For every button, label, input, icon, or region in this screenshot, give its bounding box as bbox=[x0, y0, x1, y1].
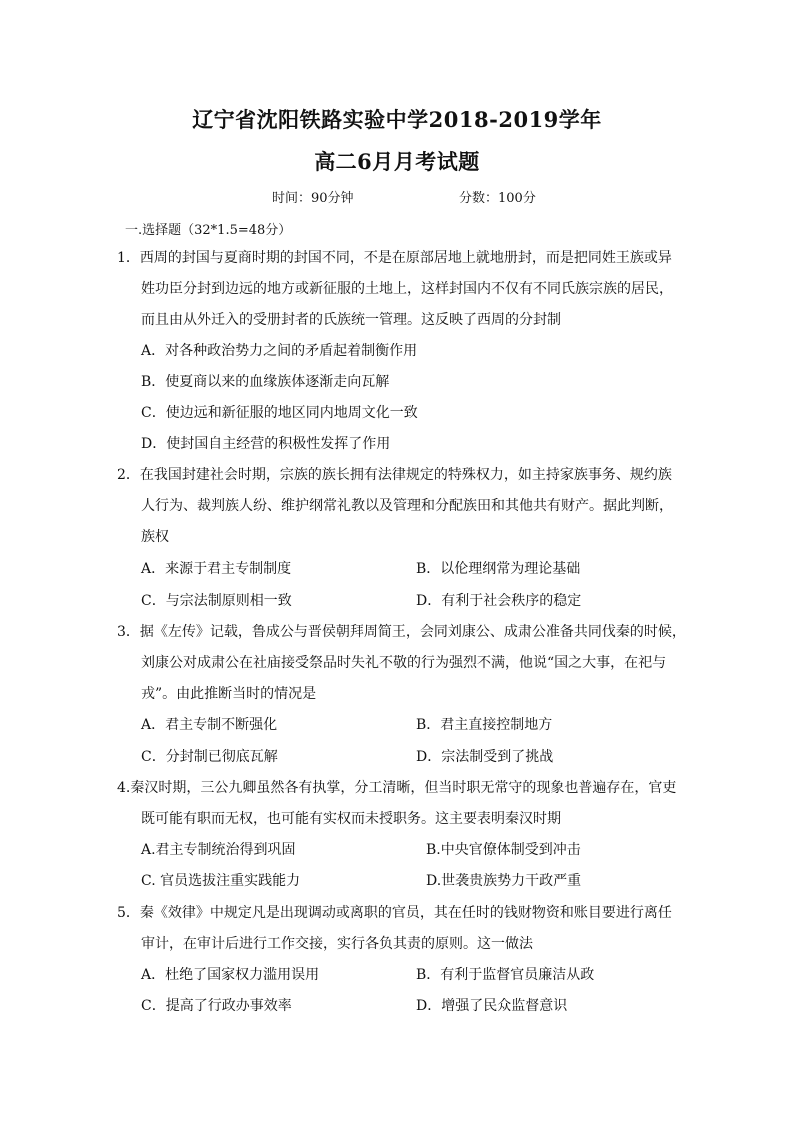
question-1-stem-line-3: 而且由从外迁入的受册封者的氏族统一管理。这反映了西周的分封制 bbox=[141, 312, 561, 328]
question-2-option-a: A．来源于君主专制制度 bbox=[141, 561, 292, 577]
question-5-option-a: A．杜绝了国家权力滥用误用 bbox=[141, 967, 320, 983]
question-3-stem-line-2: 刘康公对成肃公在社庙接受祭品时失礼不敬的行为强烈不满，他说“国之大事，在祀与 bbox=[141, 655, 667, 671]
question-1-option-a: A．对各种政治势力之间的矛盾起着制衡作用 bbox=[141, 343, 418, 359]
question-2-option-c: C．与宗法制原则相一致 bbox=[141, 593, 292, 609]
section-heading: 一.选择题（32*1.5=48分） bbox=[125, 223, 292, 238]
question-5-option-b: B．有利于监督官员廉洁从政 bbox=[416, 967, 595, 983]
exam-time: 时间：90分钟 bbox=[272, 191, 354, 206]
question-1-option-c: C．使边远和新征服的地区同内地周文化一致 bbox=[141, 405, 418, 421]
question-2-stem-line-1: 2．在我国封建社会时期，宗族的族长拥有法律规定的特殊权力，如主持家族事务、规约族 bbox=[117, 467, 672, 483]
question-1-stem-line-2: 姓功臣分封到边远的地方或新征服的土地上，这样封国内不仅有不同氏族宗族的居民， bbox=[141, 281, 673, 297]
question-4-stem-line-1: 4.秦汉时期，三公九卿虽然各有执掌，分工清晰，但当时职无常守的现象也普遍存在，官吏 bbox=[117, 780, 677, 796]
question-4-stem-line-2: 既可能有职而无权，也可能有实权而未授职务。这主要表明秦汉时期 bbox=[141, 811, 561, 827]
question-4-option-d: D.世袭贵族势力干政严重 bbox=[426, 873, 582, 889]
question-2-option-d: D．有利于社会秩序的稳定 bbox=[416, 593, 582, 609]
title-school-year: 辽宁省沈阳铁路实验中学2018-2019学年 bbox=[192, 107, 602, 132]
question-5-option-d: D．增强了民众监督意识 bbox=[416, 998, 568, 1014]
question-1-option-b: B．使夏商以来的血缘族体逐渐走向瓦解 bbox=[141, 374, 390, 390]
question-3-option-d: D．宗法制受到了挑战 bbox=[416, 749, 554, 765]
question-3-option-a: A．君主专制不断强化 bbox=[141, 717, 278, 733]
question-3-stem-line-1: 3．据《左传》记载，鲁成公与晋侯朝拜周简王，会同刘康公、成肃公准备共同伐秦的时候， bbox=[117, 624, 686, 640]
exam-score: 分数：100分 bbox=[459, 191, 536, 206]
question-4-option-b: B.中央官僚体制受到冲击 bbox=[426, 842, 581, 858]
question-2-stem-line-2: 人行为、裁判族人纷、维护纲常礼教以及管理和分配族田和其他共有财产。据此判断， bbox=[141, 498, 673, 514]
question-5-stem-line-1: 5．秦《效律》中规定凡是出现调动或离职的官员，其在任时的钱财物资和账目要进行离任 bbox=[117, 905, 672, 921]
question-1-option-d: D．使封国自主经营的积极性发挥了作用 bbox=[141, 436, 391, 452]
question-4-option-c: C. 官员选拔注重实践能力 bbox=[141, 873, 301, 889]
question-4-option-a: A.君主专制统治得到巩固 bbox=[141, 842, 296, 858]
question-2-option-b: B．以伦理纲常为理论基础 bbox=[416, 561, 581, 577]
question-5-stem-line-2: 审计，在审计后进行工作交接，实行各负其责的原则。这一做法 bbox=[141, 936, 533, 952]
question-5-option-c: C．提高了行政办事效率 bbox=[141, 998, 292, 1014]
question-3-option-b: B．君主直接控制地方 bbox=[416, 717, 553, 733]
title-exam-name: 高二6月月考试题 bbox=[314, 149, 480, 174]
question-3-stem-line-3: 戎”。由此推断当时的情况是 bbox=[141, 686, 317, 702]
question-1-stem-line-1: 1．西周的封国与夏商时期的封国不同，不是在原部居地上就地册封，而是把同姓王族或异 bbox=[117, 250, 672, 266]
question-3-option-c: C．分封制已彻底瓦解 bbox=[141, 749, 278, 765]
question-2-stem-line-3: 族权 bbox=[141, 529, 169, 545]
